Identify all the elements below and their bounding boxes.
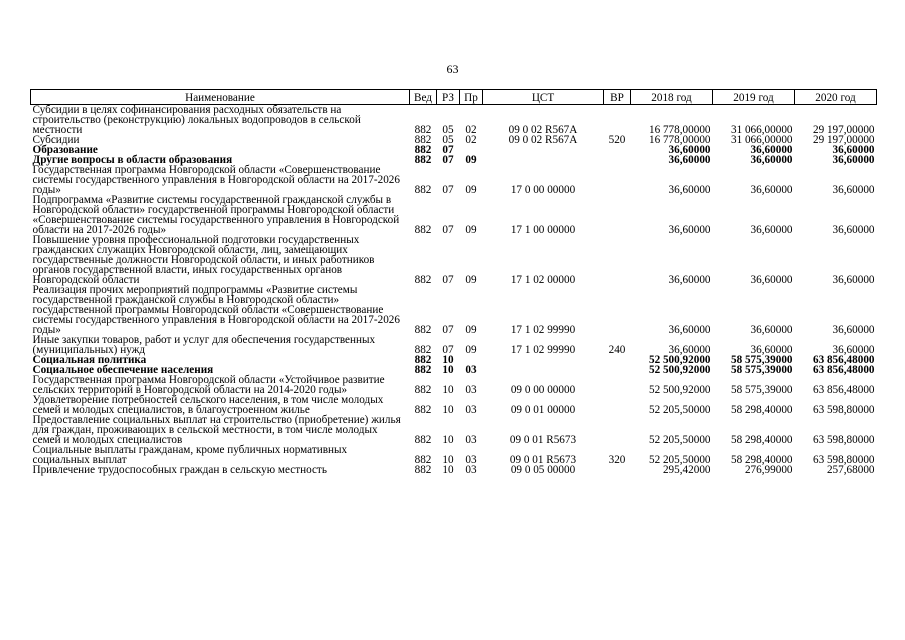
table-row (31, 105, 877, 136)
budget-table (30, 89, 877, 475)
header-rz: РЗ (437, 90, 460, 105)
cell-vr: 240 (608, 344, 626, 356)
cell-name: Подпрограмма «Развитие системы государственной гражданской службы в Новгородской области» государственной программы Новгородской области «Совершенствование системы государственного управления в Новгородской области на 2017-2026 годы» (32, 194, 400, 236)
cell-2018: 52 500,92000 (648, 354, 711, 366)
cell-ved: 882 (414, 324, 432, 336)
cell-name: Субсидии в целях софинансирования расходных обязательств на строительство (реконструкцию) локальных водопроводов в сельской местности (32, 104, 361, 136)
header-pr: Пр (460, 90, 483, 105)
cell-cst: 09 0 01 R5673 (509, 434, 577, 446)
cell-ved: 882 (414, 184, 432, 196)
cell-pr: 02 (465, 134, 477, 146)
cell-vr (604, 465, 631, 475)
cell-ved: 882 (414, 144, 432, 156)
cell-2018: 52 205,50000 (648, 454, 711, 466)
cell-ved: 882 (414, 404, 432, 416)
cell-2018: 52 205,50000 (648, 404, 711, 416)
cell-name: Социальная политика (32, 354, 147, 366)
cell-pr: 09 (465, 274, 477, 286)
cell-2020: 36,60000 (832, 324, 875, 336)
header-name: Наименование (31, 90, 410, 105)
table-body (31, 105, 877, 476)
cell-rz: 07 (442, 184, 454, 196)
header-vr: ВР (604, 90, 631, 105)
cell-ved: 882 (414, 464, 432, 476)
cell-ved: 882 (414, 354, 432, 366)
cell-2020: 36,60000 (832, 224, 875, 236)
cell-cst (483, 145, 604, 155)
cell-2019: 58 298,40000 (730, 434, 793, 446)
cell-name: Образование (32, 144, 98, 156)
cell-2018: 52 500,92000 (648, 384, 711, 396)
cell-2018: 36,60000 (668, 274, 711, 286)
cell-2018: 52 205,50000 (648, 434, 711, 446)
cell-name: Иные закупки товаров, работ и услуг для обеспечения государственных (муниципальных) нужд (32, 334, 376, 356)
cell-rz: 10 (442, 454, 454, 466)
cell-cst: 17 1 02 99990 (510, 344, 576, 356)
cell-rz: 10 (442, 384, 454, 396)
header-2018: 2018 год (631, 90, 713, 105)
cell-rz: 10 (442, 464, 454, 476)
table-row (31, 285, 877, 335)
table-row (31, 375, 877, 395)
cell-2019: 58 298,40000 (730, 454, 793, 466)
cell-2019: 36,60000 (750, 324, 793, 336)
cell-name: Социальные выплаты гражданам, кроме публичных нормативных социальных выплат (32, 444, 348, 466)
header-cst: ЦСТ (483, 90, 604, 105)
cell-cst: 09 0 01 R5673 (509, 454, 577, 466)
cell-vr (604, 355, 631, 365)
cell-rz: 10 (442, 364, 454, 376)
cell-2018: 36,60000 (668, 144, 711, 156)
table-row (31, 395, 877, 415)
cell-2018: 36,60000 (668, 324, 711, 336)
table-row (31, 335, 877, 355)
table-row (31, 165, 877, 195)
cell-rz: 07 (442, 144, 454, 156)
cell-2018: 52 500,92000 (648, 364, 711, 376)
cell-2019: 36,60000 (750, 224, 793, 236)
cell-2018: 36,60000 (668, 344, 711, 356)
cell-name: Привлечение трудоспособных граждан в сельскую местность (32, 464, 327, 476)
cell-2019: 36,60000 (750, 144, 793, 156)
cell-ved: 882 (414, 344, 432, 356)
cell-cst (483, 365, 604, 375)
cell-rz: 05 (442, 134, 454, 146)
cell-2020: 257,68000 (826, 464, 875, 476)
cell-2020: 63 856,48000 (812, 384, 875, 396)
cell-pr: 09 (465, 224, 477, 236)
cell-rz: 10 (442, 404, 454, 416)
cell-2020: 29 197,00000 (812, 134, 875, 146)
cell-ved: 882 (414, 384, 432, 396)
cell-2020: 36,60000 (832, 154, 875, 166)
cell-cst: 09 0 01 00000 (510, 404, 576, 416)
cell-cst: 09 0 02 R567A (508, 124, 578, 136)
cell-ved: 882 (414, 364, 432, 376)
table-row (31, 235, 877, 285)
cell-2019: 36,60000 (750, 154, 793, 166)
cell-rz: 07 (442, 224, 454, 236)
cell-pr: 02 (465, 124, 477, 136)
table-header-row (31, 90, 877, 105)
cell-2020: 63 856,48000 (812, 364, 875, 376)
cell-name: Предоставление социальных выплат на строительство (приобретение) жилья для граждан, проживающих в сельской местности, в том числе молодых семей и молодых специалистов (32, 414, 401, 446)
cell-pr: 03 (465, 454, 477, 466)
cell-vr (604, 105, 631, 136)
table-row (31, 195, 877, 235)
cell-pr: 03 (465, 364, 477, 376)
cell-rz: 07 (442, 154, 454, 166)
cell-pr: 09 (465, 184, 477, 196)
cell-cst: 17 0 00 00000 (510, 184, 576, 196)
cell-name: Субсидии (32, 134, 80, 146)
table-row (31, 465, 877, 475)
table-row (31, 445, 877, 465)
cell-pr: 09 (465, 344, 477, 356)
cell-2020: 36,60000 (832, 274, 875, 286)
cell-vr (604, 165, 631, 195)
cell-2020: 36,60000 (832, 144, 875, 156)
cell-2020: 36,60000 (832, 184, 875, 196)
cell-vr (604, 145, 631, 155)
cell-2019: 58 298,40000 (730, 404, 793, 416)
cell-rz: 05 (442, 124, 454, 136)
cell-2018: 36,60000 (668, 154, 711, 166)
cell-2020: 63 598,80000 (812, 434, 875, 446)
cell-2018: 295,42000 (662, 464, 711, 476)
cell-2019: 58 575,39000 (730, 384, 793, 396)
cell-cst (483, 355, 604, 365)
cell-2019: 31 066,00000 (730, 124, 793, 136)
cell-pr: 09 (465, 324, 477, 336)
cell-pr: 03 (465, 384, 477, 396)
cell-vr (604, 155, 631, 165)
cell-name: Другие вопросы в области образования (32, 154, 233, 166)
cell-cst: 17 1 02 00000 (510, 274, 576, 286)
cell-2019: 58 575,39000 (730, 354, 793, 366)
cell-2018: 36,60000 (668, 224, 711, 236)
cell-rz: 07 (442, 324, 454, 336)
cell-pr: 09 (465, 154, 477, 166)
cell-rz: 07 (442, 274, 454, 286)
cell-name: Повышение уровня профессиональной подготовки государственных гражданских служащих Новгородской области, лиц, замещающих государственные должности Новгородской области, и иных работников органов государственной власти, иных государственных органов Новгородской области (32, 234, 375, 286)
cell-vr (604, 395, 631, 415)
cell-2019: 36,60000 (750, 184, 793, 196)
cell-vr (604, 365, 631, 375)
cell-vr (604, 375, 631, 395)
cell-rz: 10 (442, 434, 454, 446)
cell-name: Социальное обеспечение населения (32, 364, 214, 376)
cell-name: Государственная программа Новгородской области «Совершенствование системы государственного управления в Новгородской области на 2017-2026 годы» (32, 164, 400, 196)
cell-cst (483, 155, 604, 165)
cell-ved: 882 (414, 134, 432, 146)
cell-cst: 17 1 00 00000 (510, 224, 576, 236)
header-2019: 2019 год (713, 90, 795, 105)
cell-vr (604, 235, 631, 285)
cell-2019: 36,60000 (750, 344, 793, 356)
cell-vr (604, 415, 631, 445)
cell-cst: 09 0 02 R567A (508, 134, 578, 146)
header-ved: Вед (410, 90, 437, 105)
cell-vr (604, 285, 631, 335)
cell-2020: 63 598,80000 (812, 454, 875, 466)
cell-pr: 03 (465, 464, 477, 476)
cell-2019: 36,60000 (750, 274, 793, 286)
cell-ved: 882 (414, 154, 432, 166)
cell-2018: 36,60000 (668, 184, 711, 196)
cell-2018: 16 778,00000 (648, 124, 711, 136)
cell-2020: 29 197,00000 (812, 124, 875, 136)
cell-2019: 58 575,39000 (730, 364, 793, 376)
cell-2020: 63 856,48000 (812, 354, 875, 366)
cell-name: Государственная программа Новгородской области «Устойчивое развитие сельских территорий в Новгородской области на 2014-2020 годы» (32, 374, 385, 396)
cell-2018: 16 778,00000 (648, 134, 711, 146)
cell-2020: 63 598,80000 (812, 404, 875, 416)
cell-name: Реализация прочих мероприятий подпрограммы «Развитие системы государственной гражданской службы в Новгородской области» государственной программы Новгородской области «Совершенствование системы государственного управления в Новгородской области на 2017-2026 годы» (32, 284, 400, 336)
cell-vr: 320 (608, 454, 626, 466)
cell-ved: 882 (414, 124, 432, 136)
cell-cst: 17 1 02 99990 (510, 324, 576, 336)
cell-name: Удовлетворение потребностей сельского населения, в том числе молодых семей и молодых специалистов, в благоустроенном жилье (32, 394, 384, 416)
cell-2020: 36,60000 (832, 344, 875, 356)
cell-2019: 276,99000 (744, 464, 793, 476)
cell-vr: 520 (608, 134, 626, 146)
cell-ved: 882 (414, 224, 432, 236)
cell-pr: 03 (465, 434, 477, 446)
cell-rz: 07 (442, 344, 454, 356)
cell-pr: 03 (465, 404, 477, 416)
cell-vr (604, 195, 631, 235)
cell-ved: 882 (414, 454, 432, 466)
cell-cst: 09 0 05 00000 (510, 464, 576, 476)
cell-2019: 31 066,00000 (730, 134, 793, 146)
table-row (31, 415, 877, 445)
cell-rz: 10 (442, 354, 454, 366)
header-2020: 2020 год (795, 90, 877, 105)
cell-ved: 882 (414, 434, 432, 446)
cell-ved: 882 (414, 274, 432, 286)
cell-cst: 09 0 00 00000 (510, 384, 576, 396)
page-number: 63 (446, 62, 459, 76)
